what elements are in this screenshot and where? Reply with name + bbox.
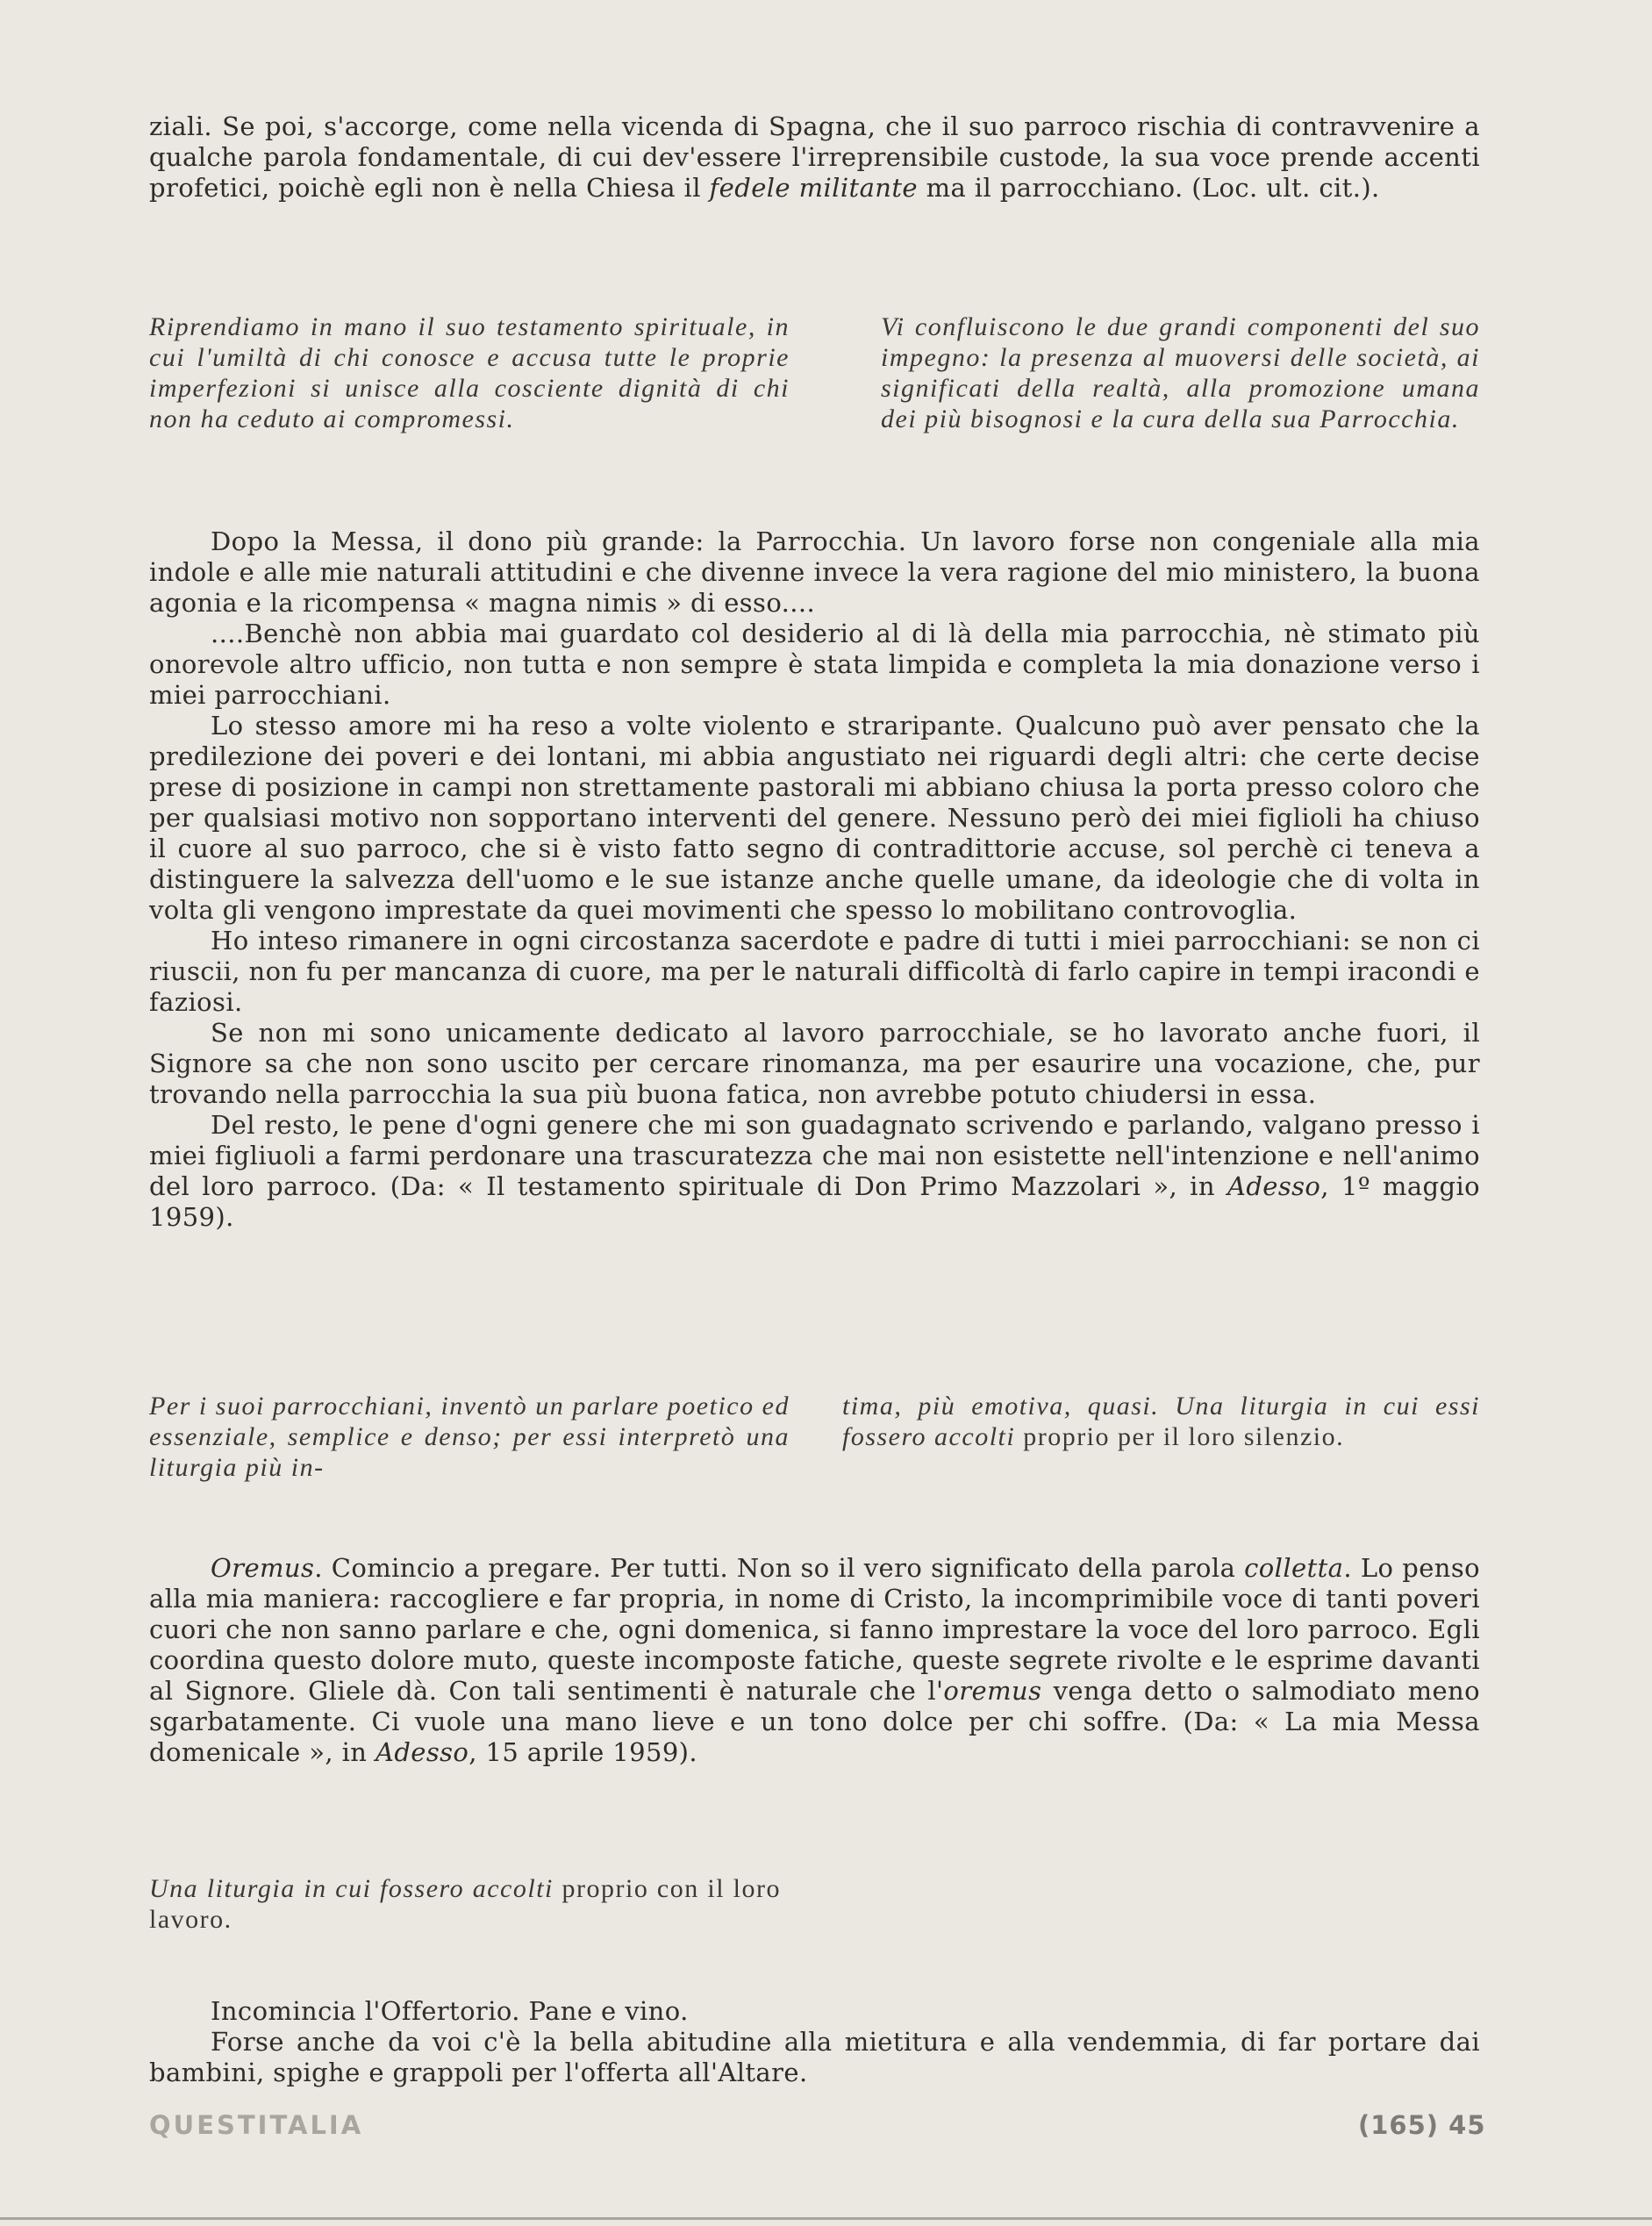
paragraph-8-italic-1: Oremus bbox=[211, 1553, 315, 1583]
paragraph-7-italic: Adesso bbox=[1227, 1171, 1321, 1201]
paragraph-9: Incomincia l'Offertorio. Pane e vino. bbox=[211, 1996, 689, 2026]
italic-commentary-3-roman: proprio con il loro lavoro. bbox=[149, 1874, 781, 1934]
paragraph-1-text-end: ma il parrocchiano. (Loc. ult. cit.). bbox=[917, 173, 1380, 203]
italic-commentary-2-left-text: Per i suoi parrocchiani, inventò un parlare poetico ed essenziale, semplice e denso; per essi interpretò una liturgia più in- bbox=[149, 1392, 790, 1482]
paragraph-8-italic-3: oremus bbox=[943, 1676, 1042, 1706]
paragraph-7-text-end: , 1º maggio 1959). bbox=[149, 1171, 1480, 1232]
paragraph-6: Se non mi sono unicamente dedicato al lavoro parrocchiale, se ho lavorato anche fuori, il Signore sa che non sono uscito per cercare rinomanza, ma per esaurire una vocazione, che, pur trovando nella parrocchia la sua più buona fatica, non avrebbe potuto chiudersi in essa. bbox=[149, 1018, 1480, 1109]
quotation-block-2 bbox=[149, 1553, 1480, 1768]
paragraph-7-text: Del resto, le pene d'ogni genere che mi son guadagnato scrivendo e parlando, valgano presso i miei figliuoli a farmi perdonare una trascuratezza che mai non esistette nell'intenzione e nell'animo del loro parroco. (Da: « Il testamento spirituale di Don Primo Mazzolari », in bbox=[149, 1110, 1480, 1201]
paragraph-8-text-4: , 15 aprile 1959). bbox=[468, 1737, 698, 1767]
page-number: (165) 45 bbox=[1358, 2110, 1486, 2140]
paragraph-8-italic-4: Adesso bbox=[375, 1737, 469, 1767]
paragraph-1-text: ziali. Se poi, s'accorge, come nella vicenda di Spagna, che il suo parroco rischia di contravvenire a qualche parola fondamentale, di cui dev'essere l'irreprensibile custode, la sua voce prende accenti profetici, poichè egli non è nella Chiesa il bbox=[149, 111, 1480, 203]
italic-commentary-1-left bbox=[149, 311, 790, 434]
italic-commentary-2-right-text: tima, più emotiva, quasi. Una liturgia in cui essi fossero accolti bbox=[842, 1392, 1480, 1451]
paragraph-7 bbox=[149, 1110, 1480, 1233]
paragraph-8-text-1: . Comincio a pregare. Per tutti. Non so il vero significato della parola bbox=[314, 1553, 1245, 1583]
italic-commentary-3 bbox=[149, 1873, 781, 1935]
italic-commentary-2-right bbox=[842, 1391, 1480, 1452]
italic-commentary-1-right bbox=[881, 311, 1480, 434]
paragraph-4: Lo stesso amore mi ha reso a volte violento e straripante. Qualcuno può aver pensato che la predilezione dei poveri e dei lontani, mi abbia angustiato nei riguardi degli altri: che certe decise prese di posizione in campi non strettamente pastorali mi abbiano chiusa la porta presso coloro che per qualsiasi motivo non sopportano interventi del genere. Nessuno però dei miei figlioli ha chiuso il cuore al suo parroco, che si è visto fatto segno di contradittorie accuse, sol perchè ci teneva a distinguere la salvezza dell'uomo e le sue istanze anche quelle umane, da ideologie che di volta in volta gli vengono imprestate da quei movimenti che spesso lo mobilitano controvoglia. bbox=[149, 711, 1480, 925]
page-edge-rule bbox=[0, 2217, 1652, 2220]
paragraph-3: ....Benchè non abbia mai guardato col desiderio al di là della mia parrocchia, nè stimato più onorevole altro ufficio, non tutta e non sempre è stata limpida e completa la mia donazione verso i miei parrocchiani. bbox=[149, 619, 1480, 710]
paragraph-5: Ho inteso rimanere in ogni circostanza sacerdote e padre di tutti i miei parrocchiani: se non ci riuscii, non fu per mancanza di cuore, ma per le naturali difficoltà di farlo capire in tempi iracondi e faziosi. bbox=[149, 926, 1480, 1017]
quotation-block-3 bbox=[149, 1996, 1480, 2088]
paragraph-8-italic-2: colletta bbox=[1244, 1553, 1344, 1583]
paragraph-8 bbox=[149, 1553, 1480, 1768]
italic-commentary-2-left bbox=[149, 1391, 790, 1483]
paragraph-8-text-3: venga detto o salmodiato meno sgarbatamente. Ci vuole una mano lieve e un tono dolce per chi soffre. (Da: « La mia Messa domenicale », in bbox=[149, 1676, 1480, 1767]
paragraph-2: Dopo la Messa, il dono più grande: la Parrocchia. Un lavoro forse non congeniale alla mia indole e alle mie naturali attitudini e che divenne invece la vera ragione del mio ministero, la buona agonia e la ricompensa « magna nimis » di esso.... bbox=[149, 526, 1480, 618]
paragraph-1-italic: fedele militante bbox=[709, 173, 918, 203]
quotation-block-1 bbox=[149, 526, 1480, 1233]
italic-commentary-3-text: Una liturgia in cui fossero accolti bbox=[149, 1874, 554, 1903]
paragraph-10: Forse anche da voi c'è la bella abitudine alla mietitura e alla vendemmia, di far portare dai bambini, spighe e grappoli per l'offerta all'Altare. bbox=[149, 2027, 1480, 2087]
paragraph-1 bbox=[149, 111, 1480, 204]
magazine-name: QUESTITALIA bbox=[149, 2110, 364, 2140]
paragraph-8-text-2: . Lo penso alla mia maniera: raccogliere e far propria, in nome di Cristo, la incomprimibile voce di tanti poveri cuori che non sanno parlare e che, ogni domenica, si fanno imprestare la voce del loro parroco. Egli coordina questo dolore muto, queste incomposte fatiche, queste segrete rivolte e le esprime davanti al Signore. Gliele dà. Con tali sentimenti è naturale che l' bbox=[149, 1553, 1481, 1706]
italic-commentary-1-right-text: Vi confluiscono le due grandi componenti del suo impegno: la presenza al muoversi delle società, ai significati della realtà, alla promozione umana dei più bisognosi e la cura della sua Parrocchia. bbox=[881, 312, 1480, 433]
italic-commentary-1-left-text: Riprendiamo in mano il suo testamento spirituale, in cui l'umiltà di chi conosce e accusa tutte le proprie imperfezioni si unisce alla cosciente dignità di chi non ha ceduto ai compromessi. bbox=[149, 312, 790, 433]
italic-commentary-2-right-roman: proprio per il loro silenzio. bbox=[1015, 1422, 1345, 1451]
